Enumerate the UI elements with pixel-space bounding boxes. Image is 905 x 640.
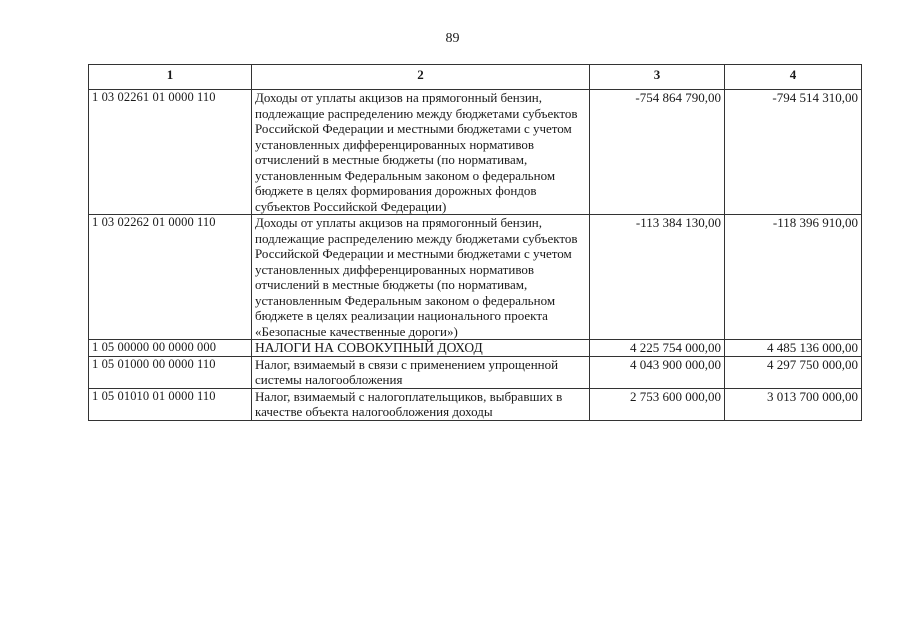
budget-code: 1 03 02261 01 0000 110 xyxy=(89,90,252,215)
amount-col4: 4 485 136 000,00 xyxy=(725,340,862,357)
budget-code: 1 05 01010 01 0000 110 xyxy=(89,388,252,420)
income-name: Налог, взимаемый с налогоплательщиков, выбравших в качестве объекта налогообложения доходы xyxy=(252,388,590,420)
amount-col3: -113 384 130,00 xyxy=(590,215,725,340)
table-row xyxy=(89,356,862,388)
table-row xyxy=(89,340,862,357)
budget-code: 1 05 00000 00 0000 000 xyxy=(89,340,252,357)
amount-col3: 4 043 900 000,00 xyxy=(590,356,725,388)
header-col-1: 1 xyxy=(89,65,252,90)
amount-col4: 3 013 700 000,00 xyxy=(725,388,862,420)
amount-col3: 2 753 600 000,00 xyxy=(590,388,725,420)
budget-table xyxy=(88,64,862,421)
income-name: НАЛОГИ НА СОВОКУПНЫЙ ДОХОД xyxy=(252,340,590,357)
header-col-4: 4 xyxy=(725,65,862,90)
amount-col3: -754 864 790,00 xyxy=(590,90,725,215)
income-name: Налог, взимаемый в связи с применением упрощенной системы налогообложения xyxy=(252,356,590,388)
income-name: Доходы от уплаты акцизов на прямогонный бензин, подлежащие распределению между бюджетами субъектов Российской Федерации и местными бюджетами с учетом установленных дифференцированных нормативов отчислений в местные бюджеты (по нормативам, установленным Федеральным законом о федеральном бюджете в целях формирования дорожных фондов субъектов Российской Федерации) xyxy=(252,90,590,215)
budget-code: 1 05 01000 00 0000 110 xyxy=(89,356,252,388)
amount-col4: -118 396 910,00 xyxy=(725,215,862,340)
header-col-2: 2 xyxy=(252,65,590,90)
header-row xyxy=(89,65,862,90)
table-row xyxy=(89,388,862,420)
amount-col3: 4 225 754 000,00 xyxy=(590,340,725,357)
table-row xyxy=(89,90,862,215)
amount-col4: -794 514 310,00 xyxy=(725,90,862,215)
table-row xyxy=(89,215,862,340)
income-name: Доходы от уплаты акцизов на прямогонный бензин, подлежащие распределению между бюджетами субъектов Российской Федерации и местными бюджетами с учетом установленных дифференцированных нормативов отчислений в местные бюджеты (по нормативам, установленным Федеральным законом о федеральном бюджете в целях реализации национального проекта «Безопасные качественные дороги») xyxy=(252,215,590,340)
budget-code: 1 03 02262 01 0000 110 xyxy=(89,215,252,340)
page-number: 89 xyxy=(445,31,460,46)
header-col-3: 3 xyxy=(590,65,725,90)
amount-col4: 4 297 750 000,00 xyxy=(725,356,862,388)
